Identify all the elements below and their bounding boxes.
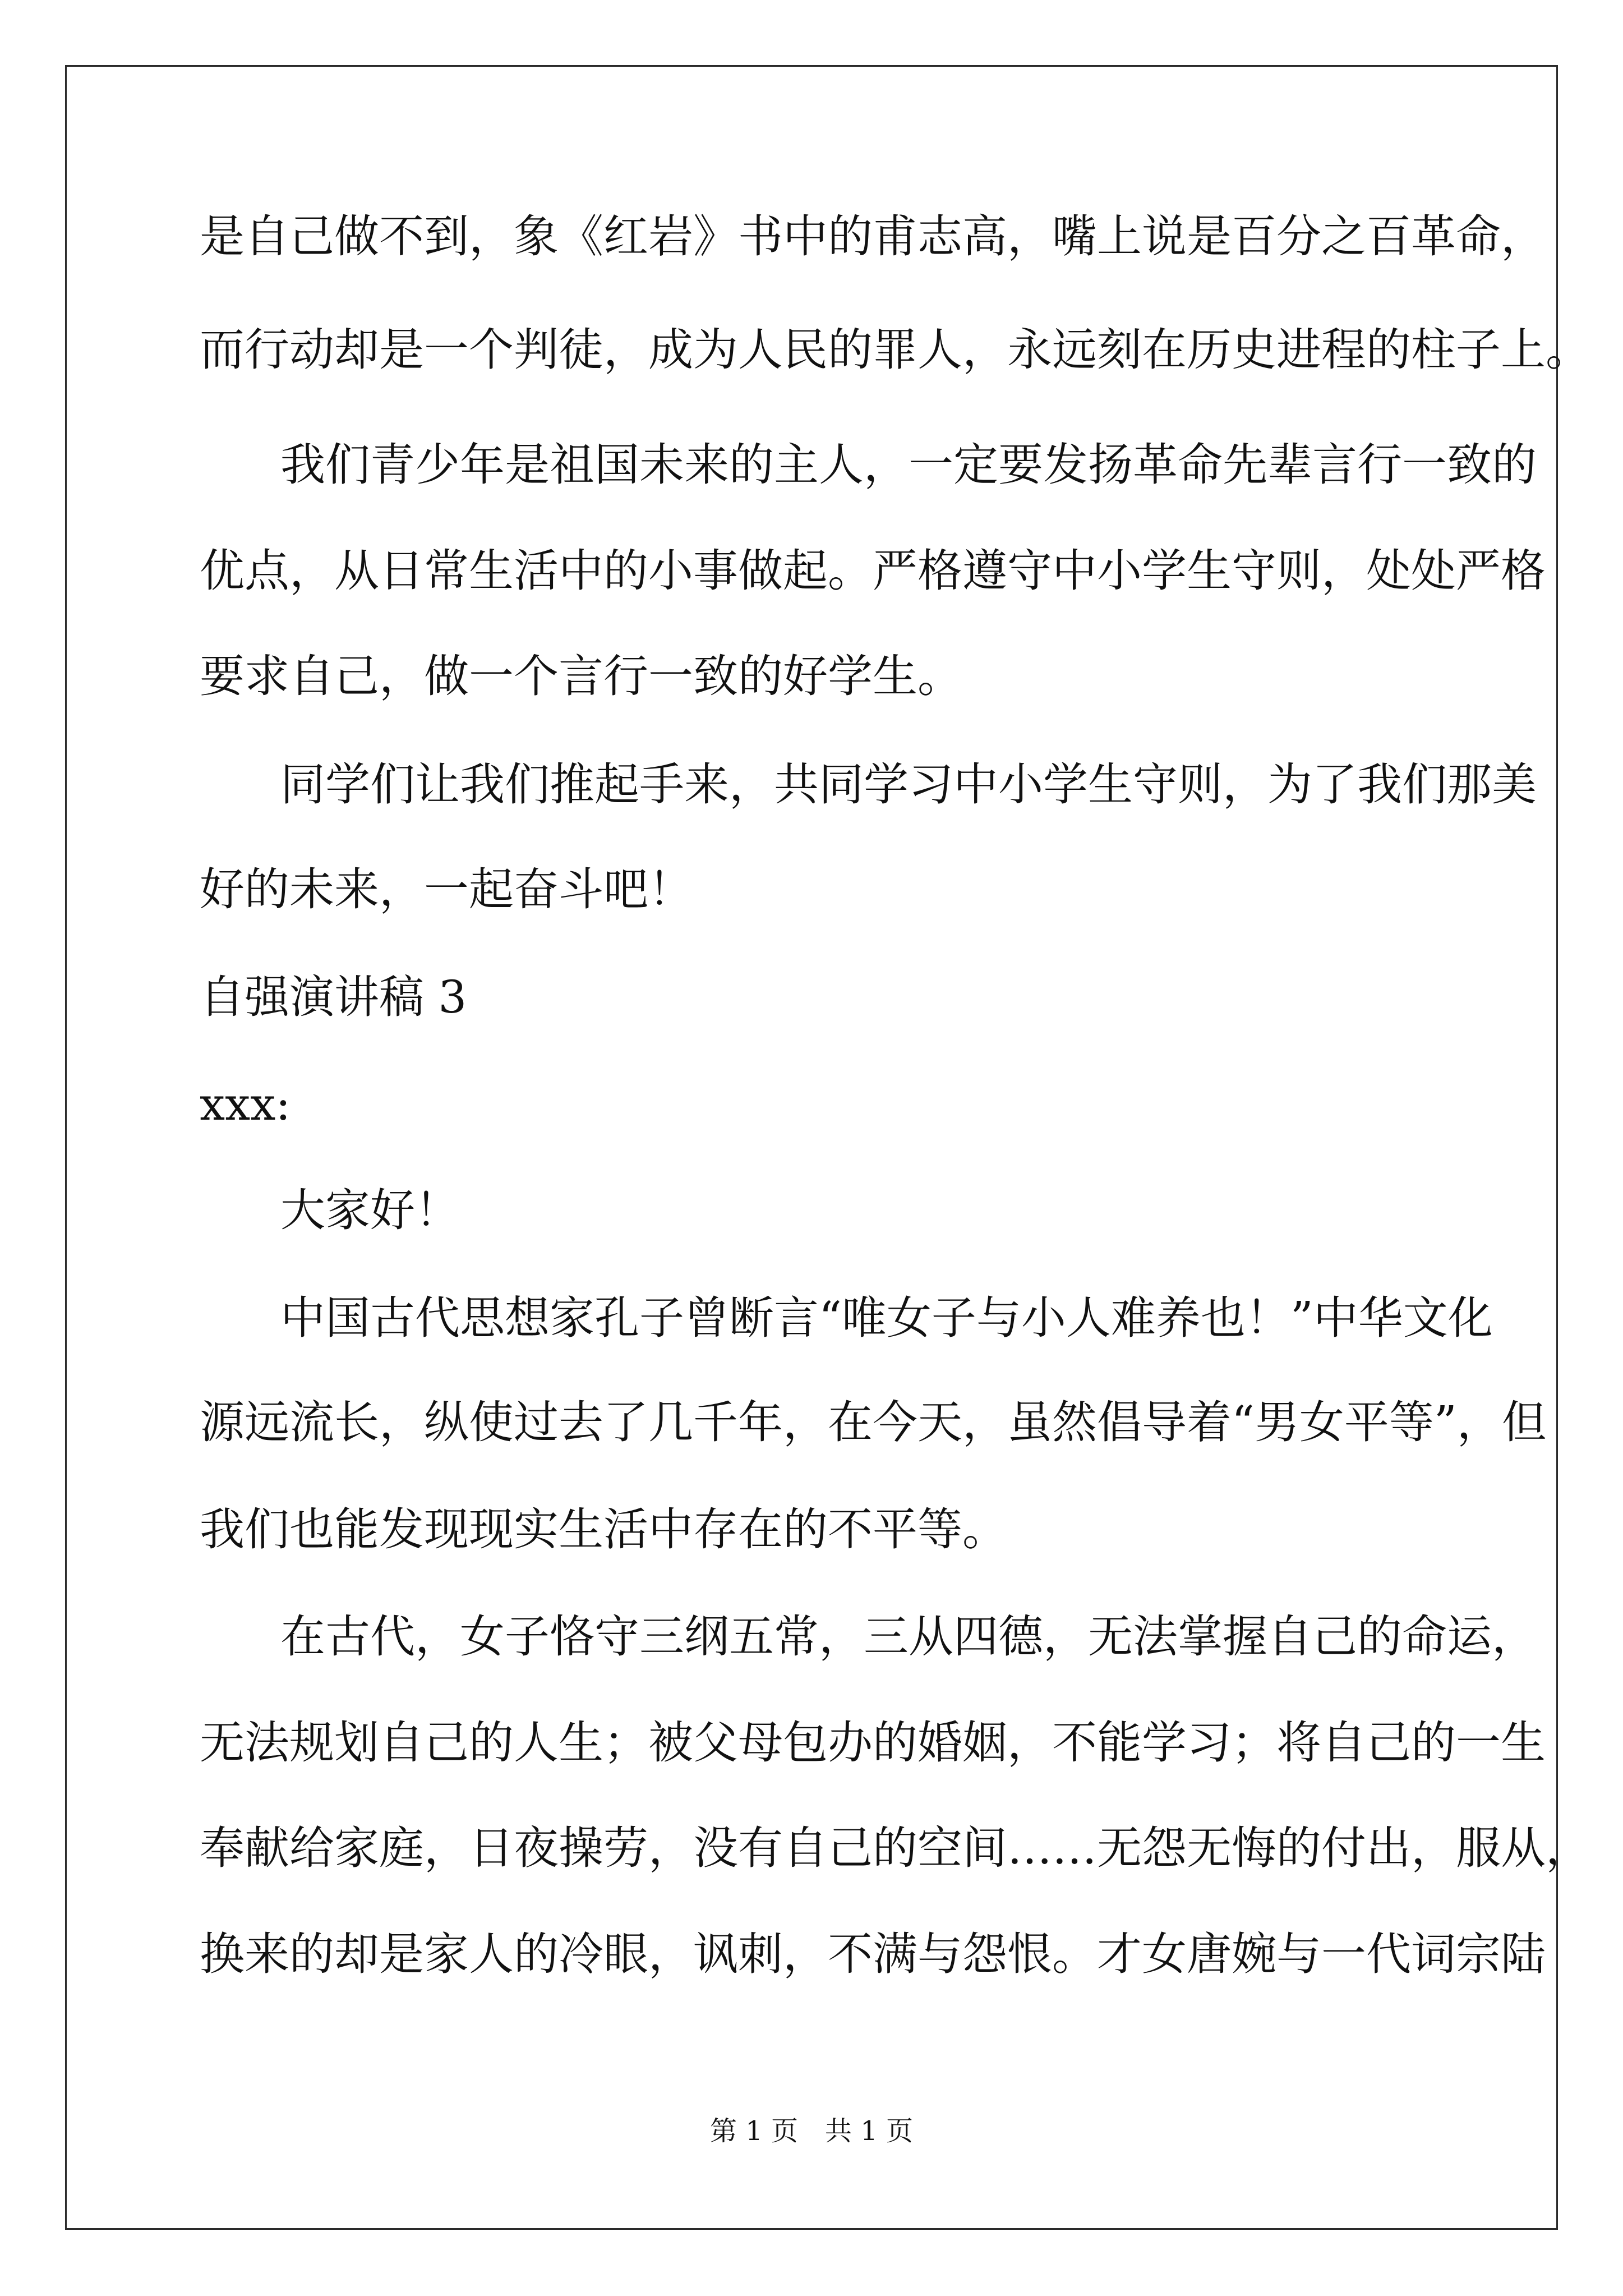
body-text-line: 我们青少年是祖国未来的主人，一定要发扬革命先辈言行一致的 bbox=[280, 439, 1537, 491]
body-text-line: 源远流长，纵使过去了几千年，在今天，虽然倡导着“男女平等”，但 bbox=[200, 1396, 1547, 1448]
body-text-line: 中国古代思想家孔子曾断言“唯女子与小人难养也！”中华文化 bbox=[280, 1292, 1493, 1344]
body-text-line: 优点，从日常生活中的小事做起。严格遵守中小学生守则，处处严格 bbox=[200, 545, 1546, 597]
page-border bbox=[65, 65, 1558, 2230]
body-text-line: 无法规划自己的人生；被父母包办的婚姻，不能学习；将自己的一生 bbox=[200, 1717, 1546, 1769]
body-text-line: 换来的却是家人的冷眼，讽刺，不满与怨恨。才女唐婉与一代词宗陆 bbox=[200, 1928, 1546, 1980]
body-text-line: 奉献给家庭，日夜操劳，没有自己的空间……无怨无悔的付出，服从， bbox=[200, 1822, 1590, 1874]
page-footer: 第 1 页 共 1 页 bbox=[709, 2115, 914, 2147]
body-text-line: 要求自己，做一个言行一致的好学生。 bbox=[200, 650, 962, 702]
body-text-line: 在古代，女子恪守三纲五常，三从四德，无法掌握自己的命运， bbox=[280, 1611, 1537, 1663]
greeting: 大家好！ bbox=[280, 1184, 460, 1236]
body-text-line: 而行动却是一个判徒，成为人民的罪人，永远刻在历史进程的柱子上。 bbox=[200, 324, 1590, 376]
body-text-line: 是自己做不到，象《红岩》书中的甫志高，嘴上说是百分之百革命， bbox=[200, 210, 1546, 263]
body-text-line: 好的未来，一起奋斗吧！ bbox=[200, 863, 693, 915]
body-text-line: 同学们让我们推起手来，共同学习中小学生守则，为了我们那美 bbox=[280, 758, 1537, 811]
salutation: xxx: bbox=[200, 1078, 291, 1130]
section-heading: 自强演讲稿 3 bbox=[200, 971, 467, 1023]
body-text-line: 我们也能发现现实生活中存在的不平等。 bbox=[200, 1503, 1007, 1556]
